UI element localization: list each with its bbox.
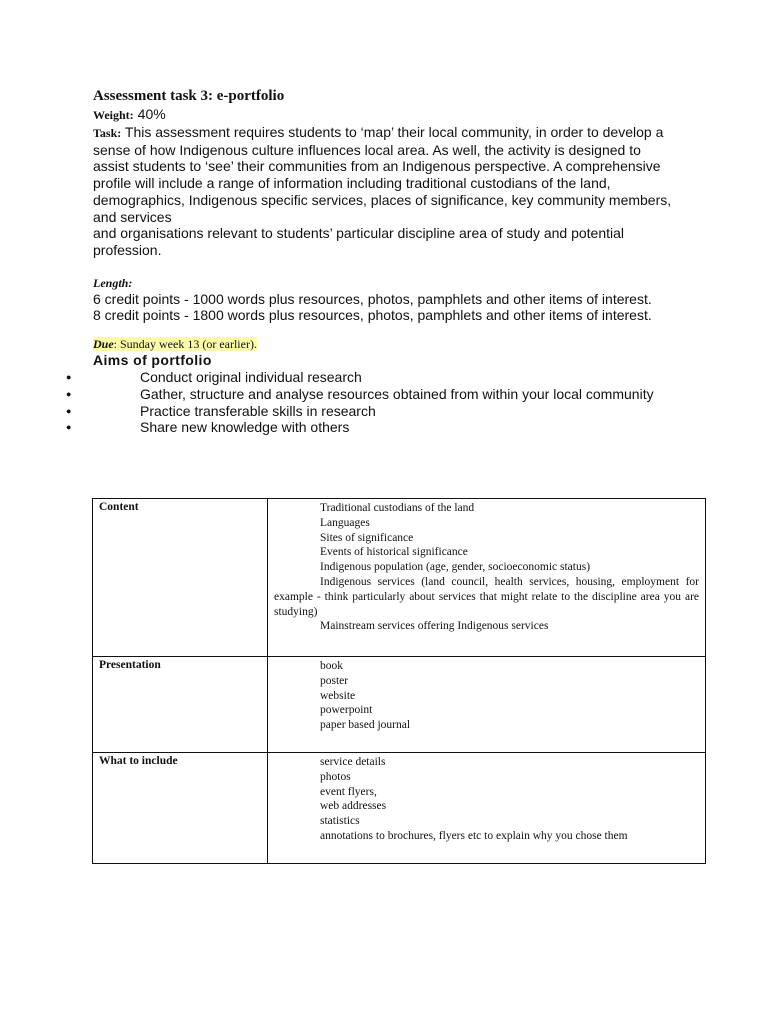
due-highlight	[93, 337, 257, 351]
aim-text: Conduct original individual research	[140, 369, 362, 386]
bullet-icon: ●	[66, 422, 72, 433]
list-item: Languages	[320, 516, 370, 529]
page-title: Assessment task 3: e-portfolio	[93, 88, 285, 104]
document-body	[66, 86, 673, 436]
due-label: Due	[93, 337, 114, 352]
aims-title: Aims of portfolio	[93, 352, 212, 369]
length-label: Length:	[93, 275, 133, 290]
list-item	[66, 385, 673, 403]
list-item: powerpoint	[320, 704, 373, 717]
due-text: : Sunday week 13 (or earlier).	[113, 337, 257, 352]
portfolio-table	[92, 498, 706, 864]
length-line: 6 credit points - 1000 words plus resources, photos, pamphlets and other items of interest.	[93, 290, 652, 307]
list-item: Indigenous services (land council, health services, housing, employment for example - think particularly about services that might relate to the discipline area you are studying)	[274, 575, 699, 618]
task-text-continued: and organisations relevant to students’ particular discipline area of study and potential profession.	[93, 225, 625, 258]
list-item	[66, 402, 673, 420]
list-item: web addresses	[320, 800, 387, 813]
table-row	[93, 657, 706, 753]
list-item: statistics	[320, 815, 360, 828]
weight-line	[93, 106, 673, 124]
weight-value: 40%	[137, 106, 166, 122]
row-body	[268, 499, 706, 657]
list-item: Sites of significance	[320, 531, 414, 544]
list-item	[66, 419, 673, 436]
list-item: Indigenous population (age, gender, socioeconomic status)	[320, 561, 591, 574]
aim-text: Practice transferable skills in research	[140, 402, 376, 419]
list-item: service details	[320, 756, 386, 768]
row-heading: Presentation	[93, 657, 268, 753]
table-row	[93, 753, 706, 864]
aim-text: Share new knowledge with others	[140, 419, 350, 436]
list-item: Traditional custodians of the land	[320, 502, 475, 514]
aim-text: Gather, structure and analyse resources obtained from within your local community	[140, 385, 654, 402]
bullet-icon: ●	[66, 388, 72, 399]
list-item: book	[320, 660, 343, 672]
row-heading: Content	[93, 499, 268, 657]
list-item	[66, 369, 673, 386]
task-text: This assessment requires students to ‘map’ their local community, in order to develop a sense of how Indigenous culture influences local area. As well, the activity is designed to assist students to ‘see’ their communities from an Indigenous perspective. A comprehensive profile will include a range of information including traditional custodians of the land, demographics, Indigenous specific services, places of significance, key community members, and services	[93, 124, 672, 225]
bullet-icon: ●	[66, 405, 72, 416]
task-paragraph	[93, 124, 673, 259]
list-item: annotations to brochures, flyers etc to explain why you chose them	[320, 829, 628, 842]
list-item: photos	[320, 770, 351, 783]
list-item: paper based journal	[320, 719, 411, 732]
list-item: poster	[320, 674, 349, 687]
list-item: Mainstream services offering Indigenous services	[320, 620, 549, 633]
bullet-icon: ●	[66, 372, 72, 383]
weight-label: Weight:	[93, 108, 134, 122]
aims-list	[66, 369, 673, 436]
list-item: website	[320, 689, 356, 702]
list-item: event flyers,	[320, 785, 377, 798]
table-row	[93, 499, 706, 657]
length-line: 8 credit points - 1800 words plus resources, photos, pamphlets and other items of interest.	[93, 307, 652, 324]
list-item: Events of historical significance	[320, 546, 468, 559]
due-line	[93, 336, 673, 352]
row-heading: What to include	[93, 753, 268, 864]
row-body	[268, 753, 706, 864]
row-body	[268, 657, 706, 753]
task-label: Task:	[93, 126, 122, 140]
